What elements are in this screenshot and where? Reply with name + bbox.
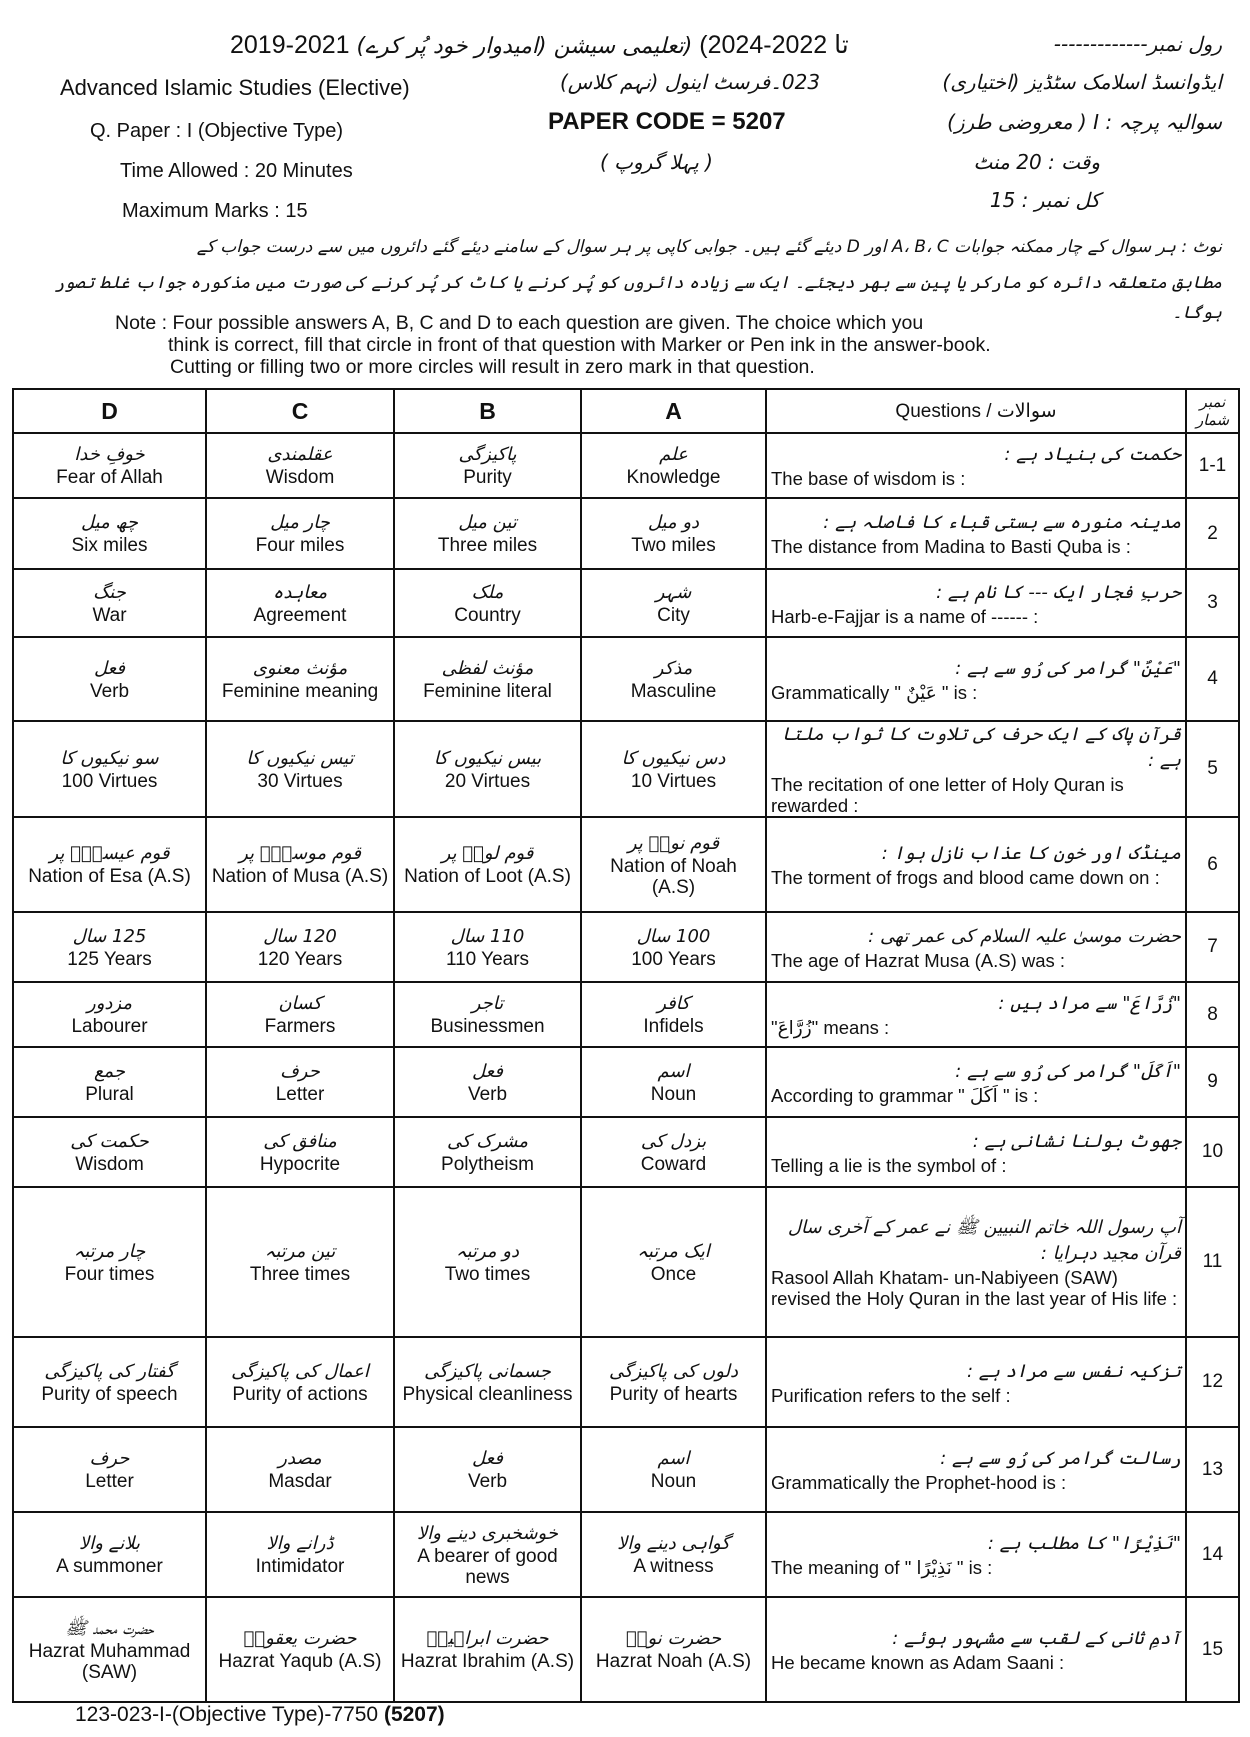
question-urdu: "اَکَلَ" گرامر کی رُو سے ہے : <box>955 1060 1181 1082</box>
note-urdu-line2: مطابق متعلقہ دائرہ کو مارکر یا پین سے بھر دیجئے۔ ایک سے زیادہ دائروں کو پُر کرنے یا کاٹ کر پُر کرنے کی صورت میں مذکورہ جواب غلط تصور ہوگا۔ <box>54 273 1222 323</box>
q-paper-en: Q. Paper : I (Objective Type) <box>90 120 344 142</box>
question-number: 10 <box>1186 1117 1239 1187</box>
option-a-cell <box>581 498 766 569</box>
option-b-english: Three miles <box>437 535 538 556</box>
question-english: He became known as Adam Saani : <box>771 1652 1065 1673</box>
option-b-cell <box>394 498 581 569</box>
option-b-urdu: بیس نیکیوں کا <box>433 747 542 769</box>
roll-no-blank: ------------- <box>1053 32 1148 56</box>
question-row <box>13 433 1239 498</box>
option-b-cell <box>394 721 581 817</box>
question-cell <box>766 637 1186 721</box>
option-c-english: Three times <box>249 1263 351 1285</box>
question-cell <box>766 982 1186 1047</box>
objective-questions-table <box>12 388 1240 1703</box>
question-english: Telling a lie is the symbol of : <box>771 1154 1007 1176</box>
option-b-english: Verb <box>467 1083 508 1105</box>
paper-code: PAPER CODE = 5207 <box>548 108 786 135</box>
question-cell <box>766 1512 1186 1597</box>
option-d-urdu: چھ میل <box>81 512 138 533</box>
footer-code-bold: (5207) <box>383 1703 445 1726</box>
option-d-urdu: حرف <box>89 1448 130 1469</box>
option-a-urdu: اسم <box>657 1448 690 1469</box>
option-b-cell <box>394 1337 581 1427</box>
question-number: 14 <box>1186 1512 1239 1597</box>
option-b-english: Country <box>454 604 521 626</box>
question-row <box>13 982 1239 1047</box>
option-b-cell <box>394 637 581 721</box>
option-a-urdu: شہر <box>655 581 692 603</box>
subject-ur: ایڈوانسڈ اسلامک سٹڈیز (اختیاری) <box>942 70 1222 94</box>
option-b-urdu: حضرت ابراہیمؑ <box>426 1628 549 1649</box>
option-c-cell <box>206 1187 394 1337</box>
option-c-urdu: معاہدہ <box>272 581 328 603</box>
header-option-c: C <box>206 389 394 433</box>
option-c-english: Agreement <box>253 604 347 626</box>
option-a-urdu: بزدل کی <box>640 1130 707 1152</box>
question-number: 4 <box>1186 637 1239 721</box>
question-row <box>13 1597 1239 1702</box>
option-c-english: Four miles <box>255 535 345 556</box>
option-d-english: Hazrat Muhammad (SAW) <box>28 1640 191 1683</box>
question-urdu: حربِ فجار ایک --- کا نام ہے : <box>936 581 1181 603</box>
question-number: 5 <box>1186 721 1239 817</box>
question-urdu: حکمت کی بنیاد ہے : <box>1004 444 1181 465</box>
question-row <box>13 1047 1239 1117</box>
question-urdu: "نَذِیْرًا" کا مطلب ہے : <box>987 1533 1181 1554</box>
note-english-line1: Note : Four possible answers A, B, C and D to each question are given. The choice which you <box>115 312 924 334</box>
option-a-urdu: حضرت نوحؑ <box>625 1628 722 1649</box>
option-a-cell <box>581 1597 766 1702</box>
option-d-urdu: سو نیکیوں کا <box>60 747 159 769</box>
option-b-cell <box>394 1047 581 1117</box>
question-row <box>13 498 1239 569</box>
option-d-urdu: 125 سال <box>72 925 147 947</box>
question-urdu: جھوٹ بولنا نشانی ہے : <box>972 1130 1181 1152</box>
group-ur: ( پہلا گروپ ) <box>600 150 713 174</box>
question-row <box>13 1337 1239 1427</box>
option-a-english: Noun <box>650 1083 697 1105</box>
question-number: 1-1 <box>1186 433 1239 498</box>
time-en: Time Allowed : 20 Minutes <box>120 160 353 182</box>
question-english: The torment of frogs and blood came down on : <box>771 867 1160 888</box>
note-english-line3: Cutting or filling two or more circles will result in zero mark in that question. <box>170 356 815 378</box>
option-b-english: Verb <box>467 1471 508 1492</box>
note-english-line2: think is correct, fill that circle in front of that question with Marker or Pen ink in the answer-book. <box>168 334 991 356</box>
header-serial: نمبر شمار <box>1186 389 1239 433</box>
question-urdu: آدمِ ثانی کے لقب سے مشہور ہوئے : <box>892 1628 1181 1649</box>
option-d-english: Labourer <box>71 1016 148 1037</box>
option-b-cell <box>394 1427 581 1512</box>
option-a-cell <box>581 1337 766 1427</box>
option-c-urdu: قوم موسیٰؑ پر <box>239 843 361 864</box>
question-cell <box>766 1597 1186 1702</box>
question-urdu: مدینہ منورہ سے بستی قباء کا فاصلہ ہے : <box>823 512 1181 533</box>
option-c-english: Nation of Musa (A.S) <box>211 866 389 887</box>
option-a-urdu: قوم نوحؑ پر <box>627 832 720 854</box>
question-english: The meaning of " نَذِیْرًا " is : <box>771 1557 993 1578</box>
option-c-urdu: کسان <box>278 993 322 1014</box>
option-c-english: 120 Years <box>257 948 343 970</box>
option-a-cell <box>581 912 766 982</box>
question-english: According to grammar " اَکَلَ " is : <box>771 1084 1039 1106</box>
option-d-cell <box>13 1047 206 1117</box>
option-c-urdu: اعمال کی پاکیزگی <box>231 1360 369 1382</box>
question-cell <box>766 1047 1186 1117</box>
question-cell <box>766 569 1186 637</box>
option-c-cell <box>206 912 394 982</box>
option-c-cell <box>206 1427 394 1512</box>
option-b-urdu: 110 سال <box>450 925 525 947</box>
option-c-cell <box>206 1337 394 1427</box>
option-a-english: Hazrat Noah (A.S) <box>595 1651 752 1672</box>
time-ur: وقت : 20 منٹ <box>973 150 1100 174</box>
question-cell <box>766 1187 1186 1337</box>
option-a-cell <box>581 1117 766 1187</box>
option-d-urdu: خوفِ خدا <box>74 444 145 465</box>
option-c-cell <box>206 433 394 498</box>
option-b-english: Nation of Loot (A.S) <box>404 866 571 887</box>
question-number: 6 <box>1186 817 1239 912</box>
option-c-urdu: مؤنث معنوی <box>252 657 348 679</box>
question-urdu: حضرت موسیٰ علیہ السلام کی عمر تھی : <box>868 925 1181 947</box>
question-number: 15 <box>1186 1597 1239 1702</box>
header-option-b: B <box>394 389 581 433</box>
question-number: 2 <box>1186 498 1239 569</box>
option-d-cell <box>13 982 206 1047</box>
option-b-english: Polytheism <box>441 1153 534 1175</box>
question-number: 9 <box>1186 1047 1239 1117</box>
option-d-urdu: قوم عیسیٰؑ پر <box>49 843 170 864</box>
option-b-urdu: مؤنث لفظی <box>441 657 534 679</box>
option-c-english: Wisdom <box>265 467 335 488</box>
option-c-english: Farmers <box>264 1016 336 1037</box>
paper-footer-code <box>75 1703 445 1727</box>
question-number: 8 <box>1186 982 1239 1047</box>
option-a-urdu: علم <box>659 444 688 465</box>
option-c-cell <box>206 569 394 637</box>
question-row <box>13 1512 1239 1597</box>
option-b-english: Two times <box>444 1263 531 1285</box>
option-a-cell <box>581 721 766 817</box>
option-c-english: Hypocrite <box>259 1153 341 1175</box>
option-c-english: Intimidator <box>255 1556 345 1577</box>
option-c-cell <box>206 817 394 912</box>
option-d-urdu: گفتار کی پاکیزگی <box>44 1360 175 1382</box>
option-c-cell <box>206 721 394 817</box>
option-c-urdu: حضرت یعقوبؑ <box>243 1628 357 1649</box>
question-number: 12 <box>1186 1337 1239 1427</box>
option-a-urdu: دو میل <box>647 512 700 533</box>
question-english: Rasool Allah Khatam- un-Nabiyeen (SAW) revised the Holy Quran in the last year of His life : <box>771 1267 1178 1309</box>
option-c-english: Feminine meaning <box>221 680 379 702</box>
option-b-cell <box>394 912 581 982</box>
option-d-english: 125 Years <box>67 948 152 970</box>
option-d-cell <box>13 1337 206 1427</box>
option-c-cell <box>206 1512 394 1597</box>
option-b-urdu: تاجر <box>471 993 504 1014</box>
option-d-english: Purity of speech <box>41 1383 178 1405</box>
question-urdu: تزکیہ نفس سے مراد ہے : <box>967 1360 1181 1382</box>
option-c-cell <box>206 1597 394 1702</box>
option-a-cell <box>581 817 766 912</box>
option-d-english: Wisdom <box>75 1153 144 1175</box>
option-a-english: Coward <box>640 1153 707 1175</box>
question-row <box>13 817 1239 912</box>
option-b-english: Physical cleanliness <box>402 1383 573 1405</box>
option-a-urdu: 100 سال <box>636 925 711 947</box>
option-a-cell <box>581 982 766 1047</box>
option-b-cell <box>394 569 581 637</box>
question-cell <box>766 817 1186 912</box>
option-b-urdu: فعل <box>472 1448 503 1469</box>
option-a-cell <box>581 1187 766 1337</box>
option-c-cell <box>206 1047 394 1117</box>
option-a-cell <box>581 1427 766 1512</box>
option-c-english: Hazrat Yaqub (A.S) <box>218 1651 382 1672</box>
option-c-urdu: تیس نیکیوں کا <box>246 747 354 769</box>
option-d-cell <box>13 637 206 721</box>
question-urdu: آپ رسول اللہ خاتم النبیین ﷺ نے عمر کے آخری سال قرآن مجید دہرایا : <box>787 1217 1181 1264</box>
question-number: 11 <box>1186 1187 1239 1337</box>
option-a-cell <box>581 1512 766 1597</box>
question-urdu: "عَیْنٌ" گرامر کی رُو سے ہے : <box>955 657 1181 679</box>
option-a-english: 100 Years <box>631 948 716 970</box>
option-d-english: 100 Virtues <box>61 770 158 792</box>
option-d-urdu: مزدور <box>87 993 132 1014</box>
question-row <box>13 1117 1239 1187</box>
marks-en: Maximum Marks : 15 <box>122 200 308 222</box>
option-a-urdu: مذکر <box>654 657 693 679</box>
question-english: Grammatically the Prophet-hood is : <box>771 1472 1067 1493</box>
option-b-english: 110 Years <box>445 948 530 970</box>
option-d-english: A summoner <box>56 1556 163 1577</box>
option-b-cell <box>394 817 581 912</box>
question-cell <box>766 912 1186 982</box>
option-d-urdu: بلانے والا <box>79 1533 140 1554</box>
question-english: The distance from Madina to Basti Quba is : <box>771 536 1131 557</box>
option-d-cell <box>13 1427 206 1512</box>
option-b-urdu: ملک <box>471 581 504 603</box>
option-c-cell <box>206 1117 394 1187</box>
class-ur: 023۔فرسٹ اینول (نہم کلاس) <box>560 70 821 94</box>
session-label: (تعلیمی سیشن <box>553 34 693 59</box>
question-english: Harb-e-Fajjar is a name of ------ : <box>771 605 1039 627</box>
option-d-urdu: حکمت کی <box>70 1130 149 1152</box>
option-d-english: Six miles <box>71 535 148 556</box>
option-a-english: Two miles <box>631 535 716 556</box>
question-row <box>13 569 1239 637</box>
option-d-english: Nation of Esa (A.S) <box>28 866 191 887</box>
option-b-cell <box>394 1512 581 1597</box>
question-urdu: رسالت گرامر کی رُو سے ہے : <box>940 1448 1181 1469</box>
option-a-english: Purity of hearts <box>609 1383 738 1405</box>
option-a-cell <box>581 1047 766 1117</box>
option-c-urdu: ڈرانے والا <box>266 1533 334 1554</box>
option-c-cell <box>206 637 394 721</box>
option-a-english: Knowledge <box>626 467 721 488</box>
option-c-urdu: چار میل <box>270 512 330 533</box>
header-option-a: A <box>581 389 766 433</box>
header-option-d: D <box>13 389 206 433</box>
option-b-cell <box>394 982 581 1047</box>
question-cell <box>766 1337 1186 1427</box>
option-d-cell <box>13 498 206 569</box>
q-paper-ur: سوالیہ پرچہ : I ( معروضی طرز) <box>947 110 1222 134</box>
option-d-cell <box>13 912 206 982</box>
question-english: Grammatically " عَیْنٌ " is : <box>771 681 978 703</box>
roll-no-label: رول نمبر <box>1147 32 1222 56</box>
option-c-urdu: حرف <box>280 1060 320 1082</box>
question-urdu: مینڈک اور خون کا عذاب نازل ہوا : <box>881 843 1181 864</box>
question-urdu: قرآن پاک کے ایک حرف کی تلاوت کا ثواب ملتا ہے : <box>781 724 1181 771</box>
option-c-urdu: منافق کی <box>263 1130 337 1152</box>
question-number: 13 <box>1186 1427 1239 1512</box>
question-cell <box>766 433 1186 498</box>
option-b-urdu: مشرک کی <box>446 1130 529 1152</box>
option-a-urdu: ایک مرتبہ <box>637 1240 710 1262</box>
question-english: Purification refers to the self : <box>771 1384 1011 1406</box>
footer-code-text: 123-023-I-(Objective Type)-7750 <box>75 1703 379 1726</box>
question-english: The base of wisdom is : <box>771 468 966 489</box>
option-c-urdu: تین مرتبہ <box>264 1240 336 1262</box>
option-a-english: Noun <box>650 1471 697 1492</box>
question-english: "زُرَّاعَ" means : <box>771 1017 890 1038</box>
option-d-english: Fear of Allah <box>56 467 163 488</box>
question-row <box>13 721 1239 817</box>
option-d-cell <box>13 817 206 912</box>
option-a-urdu: گواہی دینے والا <box>617 1533 730 1554</box>
subject-en: Advanced Islamic Studies (Elective) <box>60 75 410 100</box>
option-a-urdu: دس نیکیوں کا <box>621 747 726 769</box>
option-b-urdu: جسمانی پاکیزگی <box>424 1360 551 1382</box>
option-c-english: Letter <box>275 1083 325 1105</box>
option-b-cell <box>394 1187 581 1337</box>
option-b-english: A bearer of good news <box>417 1545 558 1588</box>
option-d-urdu: فعل <box>94 657 125 679</box>
candidate-note: (امیدوار خود پُر کرے) <box>356 34 547 59</box>
option-b-english: Businessmen <box>430 1016 545 1037</box>
option-c-english: 30 Virtues <box>257 770 343 792</box>
option-c-urdu: مصدر <box>278 1448 322 1469</box>
option-d-cell <box>13 721 206 817</box>
option-c-english: Purity of actions <box>232 1383 368 1405</box>
option-d-cell <box>13 569 206 637</box>
option-b-english: 20 Virtues <box>444 770 531 792</box>
option-b-cell <box>394 433 581 498</box>
question-cell <box>766 1427 1186 1512</box>
option-d-english: Verb <box>89 680 130 702</box>
option-a-english: Once <box>650 1263 697 1285</box>
option-b-english: Hazrat Ibrahim (A.S) <box>400 1651 575 1672</box>
option-a-english: 10 Virtues <box>630 770 717 792</box>
option-a-english: Nation of Noah (A.S) <box>610 855 737 898</box>
option-a-cell <box>581 433 766 498</box>
option-a-urdu: اسم <box>657 1060 690 1082</box>
option-d-cell <box>13 433 206 498</box>
option-c-cell <box>206 498 394 569</box>
option-c-cell <box>206 982 394 1047</box>
question-cell <box>766 1117 1186 1187</box>
question-english: The age of Hazrat Musa (A.S) was : <box>771 949 1066 971</box>
option-a-urdu: دلوں کی پاکیزگی <box>608 1360 739 1382</box>
option-c-urdu: عقلمندی <box>267 444 333 465</box>
option-d-cell <box>13 1597 206 1702</box>
table-header-row <box>13 389 1239 433</box>
option-a-english: Masculine <box>630 680 717 702</box>
question-english: The recitation of one letter of Holy Quran is rewarded : <box>771 774 1124 816</box>
option-d-english: Four times <box>64 1263 155 1285</box>
option-a-urdu: کافر <box>657 993 690 1014</box>
option-d-cell <box>13 1187 206 1337</box>
option-b-urdu: قوم لوطؑ پر <box>441 843 534 864</box>
option-a-cell <box>581 637 766 721</box>
option-a-english: Infidels <box>643 1016 704 1037</box>
note-urdu-line1: نوٹ : ہر سوال کے چار ممکنہ جوابات A، B، C اور D دیئے گئے ہیں۔ جوابی کاپی پر ہر سوال کے سامنے دیئے گئے دائروں میں سے درست جواب کے <box>196 237 1222 257</box>
option-b-english: Purity <box>463 467 512 488</box>
option-d-english: War <box>92 604 127 626</box>
session-years: 2019-2021 تا 2022-2024) <box>230 31 849 59</box>
option-a-english: City <box>657 604 690 626</box>
option-d-urdu: چار مرتبہ <box>73 1240 146 1262</box>
question-urdu: "زُرَّاعَ" سے مراد ہیں : <box>998 993 1181 1014</box>
question-row <box>13 1427 1239 1512</box>
option-b-urdu: پاکیزگی <box>458 444 517 465</box>
question-number: 3 <box>1186 569 1239 637</box>
question-row <box>13 1187 1239 1337</box>
session-line <box>230 30 849 60</box>
option-b-english: Feminine literal <box>423 680 552 702</box>
marks-ur: کل نمبر : 15 <box>989 188 1100 212</box>
question-row <box>13 912 1239 982</box>
question-cell <box>766 498 1186 569</box>
option-b-urdu: دو مرتبہ <box>456 1240 519 1262</box>
option-a-cell <box>581 569 766 637</box>
option-b-urdu: تین میل <box>458 512 517 533</box>
option-b-urdu: فعل <box>472 1060 503 1082</box>
option-d-cell <box>13 1512 206 1597</box>
option-d-english: Letter <box>85 1471 134 1492</box>
option-d-urdu: جنگ <box>93 581 126 603</box>
option-b-cell <box>394 1117 581 1187</box>
option-d-cell <box>13 1117 206 1187</box>
option-d-english: Plural <box>85 1083 134 1105</box>
question-number: 7 <box>1186 912 1239 982</box>
option-b-urdu: خوشخبری دینے والا <box>417 1522 558 1544</box>
option-d-urdu: حضرت محمد ﷺ <box>65 1617 154 1639</box>
option-c-english: Masdar <box>268 1471 332 1492</box>
header-questions: Questions / سوالات <box>766 389 1186 433</box>
option-c-urdu: 120 سال <box>263 925 337 947</box>
question-row <box>13 637 1239 721</box>
option-b-cell <box>394 1597 581 1702</box>
option-a-english: A witness <box>633 1556 714 1577</box>
roll-no-field <box>1054 32 1222 56</box>
option-d-urdu: جمع <box>93 1060 126 1082</box>
question-cell <box>766 721 1186 817</box>
